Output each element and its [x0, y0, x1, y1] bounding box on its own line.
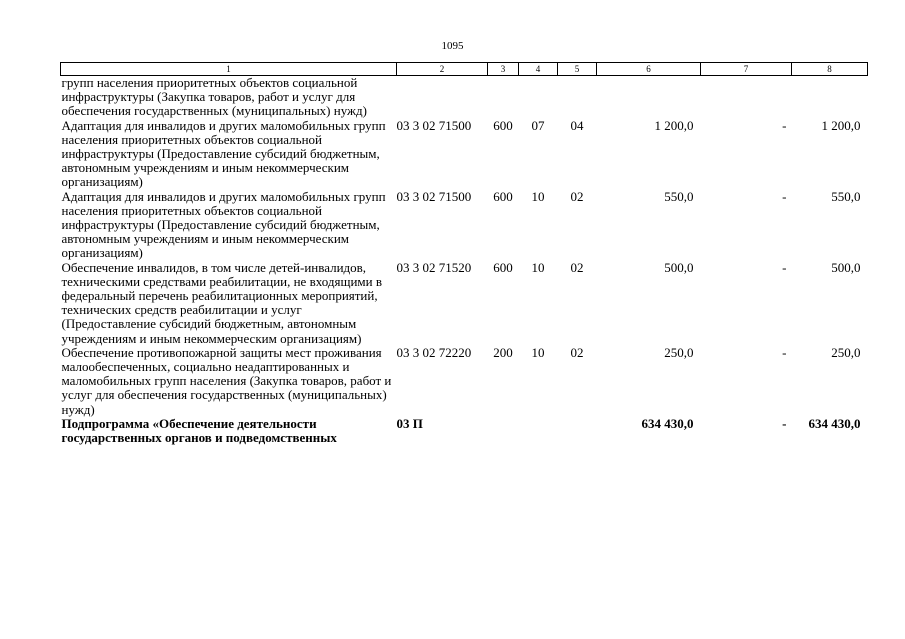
column-number-row — [61, 63, 868, 76]
total: 500,0 — [831, 259, 861, 275]
amount: 500,0 — [664, 259, 694, 275]
row-name: Адаптация для инвалидов и других маломобильных групп населения приоритетных объектов социальной инфраструктуры (Предоставление субсидий бюджетным, автономным учреждениям и иным некоммерческим организациям) — [61, 117, 386, 190]
change: - — [782, 344, 787, 360]
total: 634 430,0 — [808, 415, 861, 431]
section: 10 — [531, 259, 545, 275]
page-number: 1095 — [441, 40, 464, 52]
column-header: 3 — [488, 63, 519, 76]
target-code: 03 3 02 71520 — [396, 259, 472, 275]
section: 07 — [531, 117, 545, 133]
row-name: Подпрограмма «Обеспечение деятельности государственных органов и подведомственных — [61, 415, 337, 446]
budget-table — [60, 62, 868, 445]
amount: 250,0 — [664, 344, 694, 360]
change: - — [782, 188, 787, 204]
expense-type: 600 — [493, 117, 513, 133]
row-name: Обеспечение инвалидов, в том числе детей-инвалидов, техническими средствами реабилитации, не входящими в федеральный перечень реабилитационных мероприятий, технических средств реабилитации и услуг (Предоставление субсидий бюджетным, автономным учреждениям и иным некоммерческим организациям) — [61, 259, 382, 346]
column-header: 7 — [701, 63, 792, 76]
total: 250,0 — [831, 344, 861, 360]
target-code: 03 3 02 71500 — [396, 117, 472, 133]
change: - — [782, 117, 787, 133]
target-code — [397, 76, 488, 119]
amount: 1 200,0 — [654, 117, 694, 133]
row-name: Обеспечение противопожарной защиты мест проживания малообеспеченных, социально неадаптированных и маломобильных групп населения (Закупка товаров, работ и услуг для обеспечения государственных (муниципальных) нужд) — [61, 344, 392, 417]
section — [519, 76, 558, 119]
expense-type: 600 — [493, 188, 513, 204]
target-code: 03 3 02 71500 — [396, 188, 472, 204]
expense-type: 200 — [493, 344, 513, 360]
amount: 550,0 — [664, 188, 694, 204]
amount: 634 430,0 — [641, 415, 694, 431]
total: 550,0 — [831, 188, 861, 204]
target-code: 03 3 02 72220 — [396, 344, 472, 360]
row-name: Адаптация для инвалидов и других маломобильных групп населения приоритетных объектов социальной инфраструктуры (Предоставление субсидий бюджетным, автономным учреждениям и иным некоммерческим организациям) — [61, 188, 386, 261]
change: - — [782, 259, 787, 275]
table-row — [61, 346, 868, 417]
expense-type: 600 — [493, 259, 513, 275]
change: - — [782, 415, 787, 431]
subsection: 02 — [570, 344, 584, 360]
column-header: 5 — [558, 63, 597, 76]
column-header: 4 — [519, 63, 558, 76]
section — [519, 417, 558, 445]
section: 10 — [531, 188, 545, 204]
table-row — [61, 190, 868, 261]
table-row — [61, 119, 868, 190]
column-header: 6 — [597, 63, 701, 76]
column-header: 2 — [397, 63, 488, 76]
subsection: 04 — [570, 117, 584, 133]
target-code: 03 П — [396, 415, 423, 431]
column-header: 8 — [792, 63, 868, 76]
subsection — [558, 76, 597, 119]
subsection: 02 — [570, 188, 584, 204]
table-row — [61, 261, 868, 346]
change — [701, 76, 792, 119]
total: 1 200,0 — [821, 117, 861, 133]
table-row — [61, 76, 868, 119]
row-name: групп населения приоритетных объектов социальной инфраструктуры (Закупка товаров, работ и услуг для обеспечения государственных (муниципальных) нужд) — [61, 75, 367, 119]
section: 10 — [531, 344, 545, 360]
column-header: 1 — [61, 63, 397, 76]
subsection: 02 — [570, 259, 584, 275]
subprogram-row — [61, 417, 868, 445]
amount — [597, 76, 701, 119]
expense-type — [488, 417, 519, 445]
expense-type — [488, 76, 519, 119]
total — [792, 76, 868, 119]
subsection — [558, 417, 597, 445]
